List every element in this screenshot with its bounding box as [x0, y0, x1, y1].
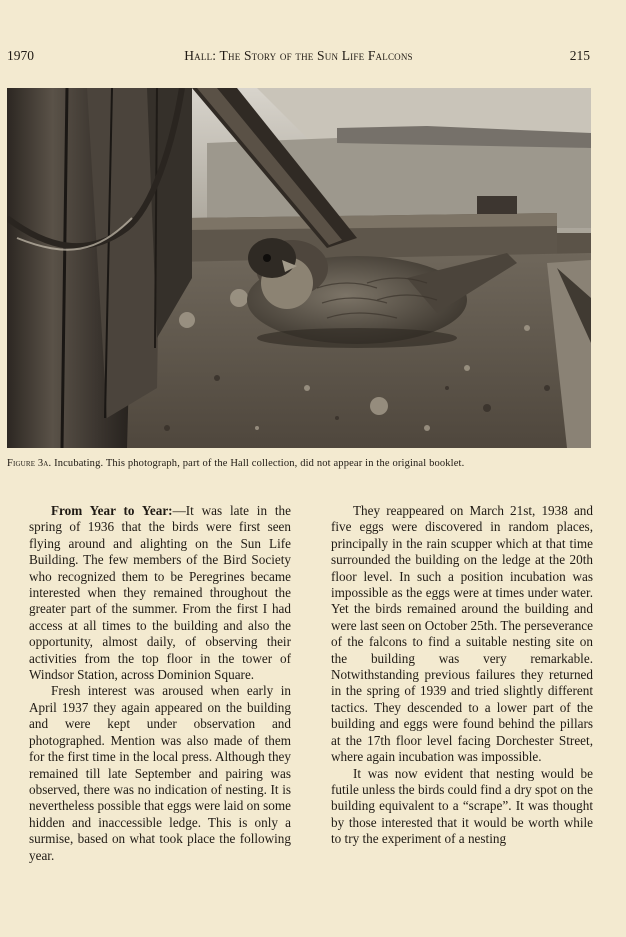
right-paragraph-1: They reappeared on March 21st, 1938 and five eggs were discovered in random places, principally in the rain scupper which at that time surrounded the building on the ledge at the 20th floor level. In such a position incubation was impossible as the eggs were at times under water. Yet the birds remained around the building and were last seen on October 25th. The perseverance of the falcons to find a suitable nesting site on the building was very remarkable. Notwithstanding previous failures they returned in the spring of 1939 and tried slightly different tactics. They descended to a lower part of the building and eggs were found behind the pillars at the 17th floor level facing Dorchester Street, where again incubation was impossible. [331, 503, 593, 765]
figure-photograph [7, 88, 591, 448]
left-column [29, 503, 291, 864]
right-paragraph-2: It was now evident that nesting would be futile unless the birds could find a dry spot on the building equivalent to a “scrape”. It was thought by those interested that it would be worth while to try the experiment of a nesting [331, 765, 593, 847]
figure-caption-text: Incubating. This photograph, part of the Hall collection, did not appear in the original booklet. [54, 458, 465, 469]
left-paragraph-1 [29, 503, 291, 683]
right-column [331, 503, 593, 848]
left-paragraph-1-text: —It was late in the spring of 1936 that the birds were first seen flying around and alighting on the Sun Life Building. The few members of the Bird Society who recognized them to be Peregrines became interested when they remained throughout the greater part of the summer. From the first I had access at all times to the building and also the opportunity, almost daily, of observing their activities from the top floor in the tower of Windsor Station, across Dominion Square. [29, 503, 291, 683]
page-year: 1970 [7, 48, 34, 63]
incubating-falcon-photo [7, 88, 591, 448]
figure-caption [7, 457, 591, 470]
running-title: Hall: The Story of the Sun Life Falcons [184, 48, 413, 63]
section-heading: From Year to Year: [51, 503, 173, 518]
left-paragraph-2: Fresh interest was aroused when early in April 1937 they again appeared on the building and were kept under observation and photographed. Mention was also made of them for the first time in the local press. Although they remained till late September and pairing was observed, there was no indication of nesting. It is nevertheless possible that eggs were laid on some hidden and inaccessible ledge. This is only a surmise, based on what took place the following year. [29, 683, 291, 863]
figure-label: Figure 3a. [7, 458, 52, 469]
page-number: 215 [569, 48, 590, 63]
running-head [7, 46, 590, 66]
